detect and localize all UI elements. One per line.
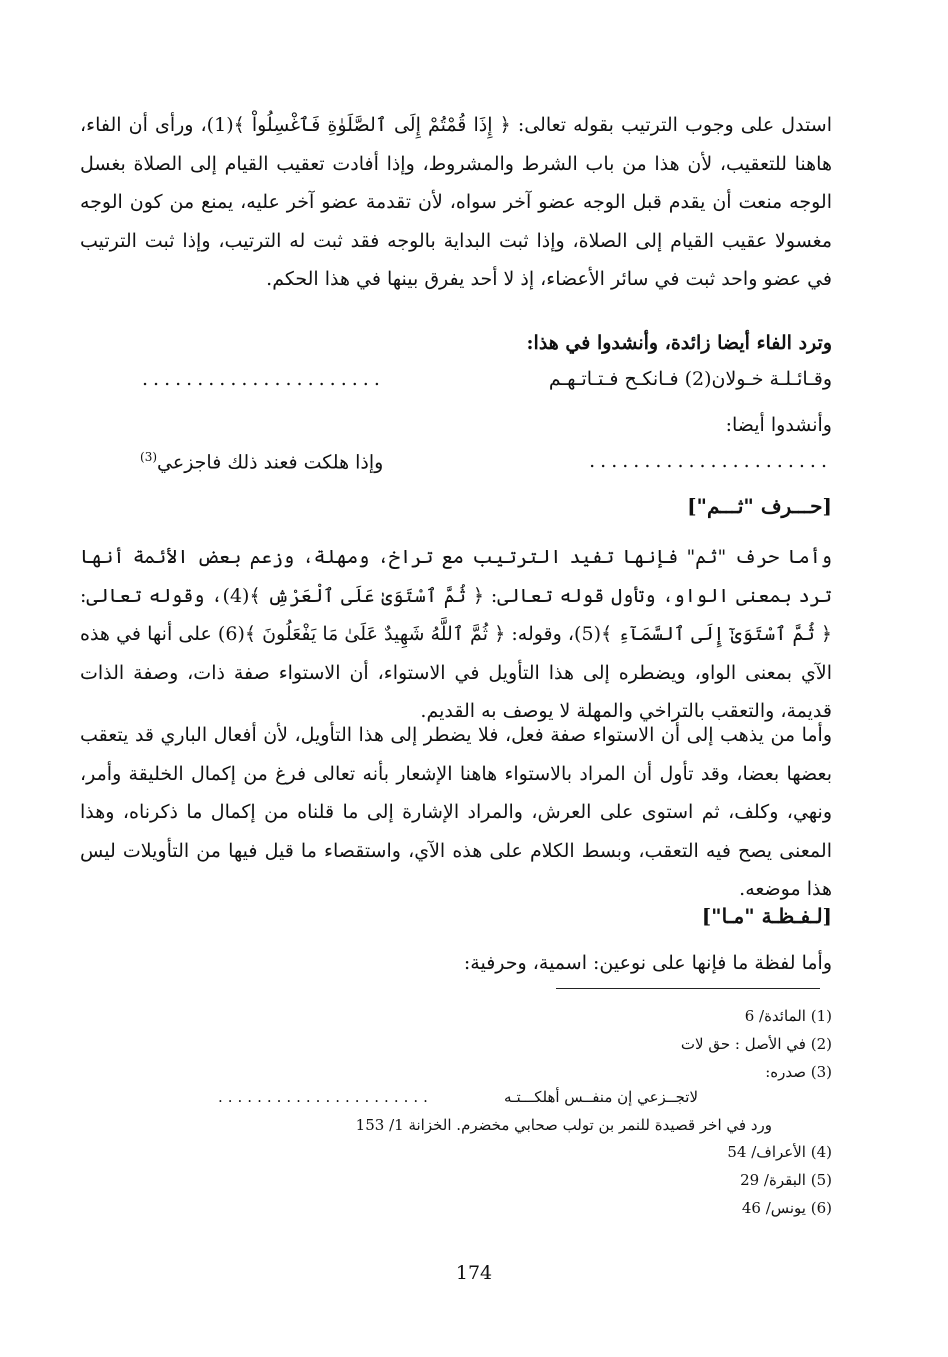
verse-2-dots: ...................... (589, 450, 832, 472)
footnote-3-verse: لاتجــزعي إن منفــس أهلكـــتـه (504, 1088, 698, 1106)
footnote-2: (2) في الأصل : حق لات (680, 1035, 832, 1053)
footnote-5: (5) البقرة/ 29 (740, 1171, 832, 1189)
paragraph-thumma: وأما حرف "ثم" فإنها تفيد الترتيب مع تراخ، ومهلة، وزعم بعض الأئمة أنها ترد بمعنى الواو، وتأول قوله تعالى: ﴿ ثُمَّ ٱسْتَوَىٰ عَلَى ٱلْعَرْشِ ﴾(4)، وقوله تعالى: ﴿ ثُمَّ ٱسْتَوَىٰٓ إِلَى ٱلسَّمَآءِ ﴾(5)، وقوله: ﴿ ثُمَّ ٱللَّهُ شَهِيدٌ عَلَىٰ مَا يَفْعَلُونَ ﴾(6) على أنها في هذه الآي بمعنى الواو، ويضطره إلى هذا التأويل في الاستواء، أن الاستواء صفة ذات، وصفة الذات قديمة، والتعقب بالتراخي والمهلة لا يوصف به القديم. (80, 546, 832, 723)
heading-lafzat-ma: [لـفـظـة "مـا"] (701, 904, 832, 928)
footnote-separator (556, 988, 820, 989)
verse-2-footnote-mark: (3) (140, 450, 158, 464)
line-lafzat-ma: وأما لفظة ما فإنها على نوعين: اسمية، وحرفية: (463, 952, 832, 974)
footnote-6: (6) يونس/ 46 (741, 1199, 832, 1217)
paragraph-istiwa: وأما من يذهب إلى أن الاستواء صفة فعل، فلا يضطر إلى هذا التأويل، لأن أفعال الباري قد يتعقب بعضها بعضا، وقد تأول أن المراد بالاستواء هاهنا الإشعار بأنه تعالى فرغ من إكمال الخليقة وأمر، ونهي، وكلف، ثم استوى على العرش، والمراد الإشارة إلى ما قلناه من إكمال ما ذكرناه، وهذا المعنى يصح فيه التعقب، وبسط الكلام على هذه الآي، واستقصاء ما قيل فيها من التأويلات ليس هذا موضعه. (80, 724, 832, 901)
footnote-1: (1) المائدة/ 6 (744, 1007, 832, 1025)
footnote-3: (3) صدره: (765, 1063, 832, 1081)
verse-1: وقـائـلـة خـولان(2) فـانكـح فـتـاتـهـم (548, 368, 832, 390)
footnote-4: (4) الأعراف/ 54 (727, 1143, 832, 1161)
verse-2 (140, 450, 383, 473)
verse-1-dots: ...................... (142, 368, 385, 390)
heading-harf-thumma: [حـــرف "ثـــم"] (687, 494, 832, 518)
page-number: 174 (455, 1262, 493, 1284)
line-anshadu: وأنشدوا أيضا: (725, 414, 832, 436)
verse-2-text: وإذا هلكت فعند ذلك فاجزعي (157, 451, 384, 474)
line-fa-zaida: وترد الفاء أيضا زائدة، وأنشدوا في هذا: (526, 332, 832, 354)
paragraph-tartib: استدل على وجوب الترتيب بقوله تعالى: ﴿ إِذَا قُمْتُمْ إِلَى ٱلصَّلَوٰةِ فَٱغْسِلُواْ ﴾(1)، ورأى أن الفاء، هاهنا للتعقيب، لأن هذا من باب الشرط والمشروط، وإذا أفادت تعقيب القيام إلى الصلاة بغسل الوجه منعت أن يقدم قبل الوجه عضو آخر سواه، لأن تقدمة عضو آخر عليه، يمنع من كون الوجه مغسولا عقيب القيام إلى الصلاة، وإذا ثبت البداية بالوجه فقد ثبت له الترتيب، وإذا ثبت الترتيب في عضو واحد ثبت في سائر الأعضاء، إذ لا أحد يفرق بينها في هذا الحكم. (80, 114, 832, 291)
footnote-3-dots: ...................... (218, 1088, 433, 1106)
footnote-3-note: ورد في اخر قصيدة للنمر بن تولب صحابي مخضرم. الخزانة 1/ 153 (355, 1116, 772, 1134)
